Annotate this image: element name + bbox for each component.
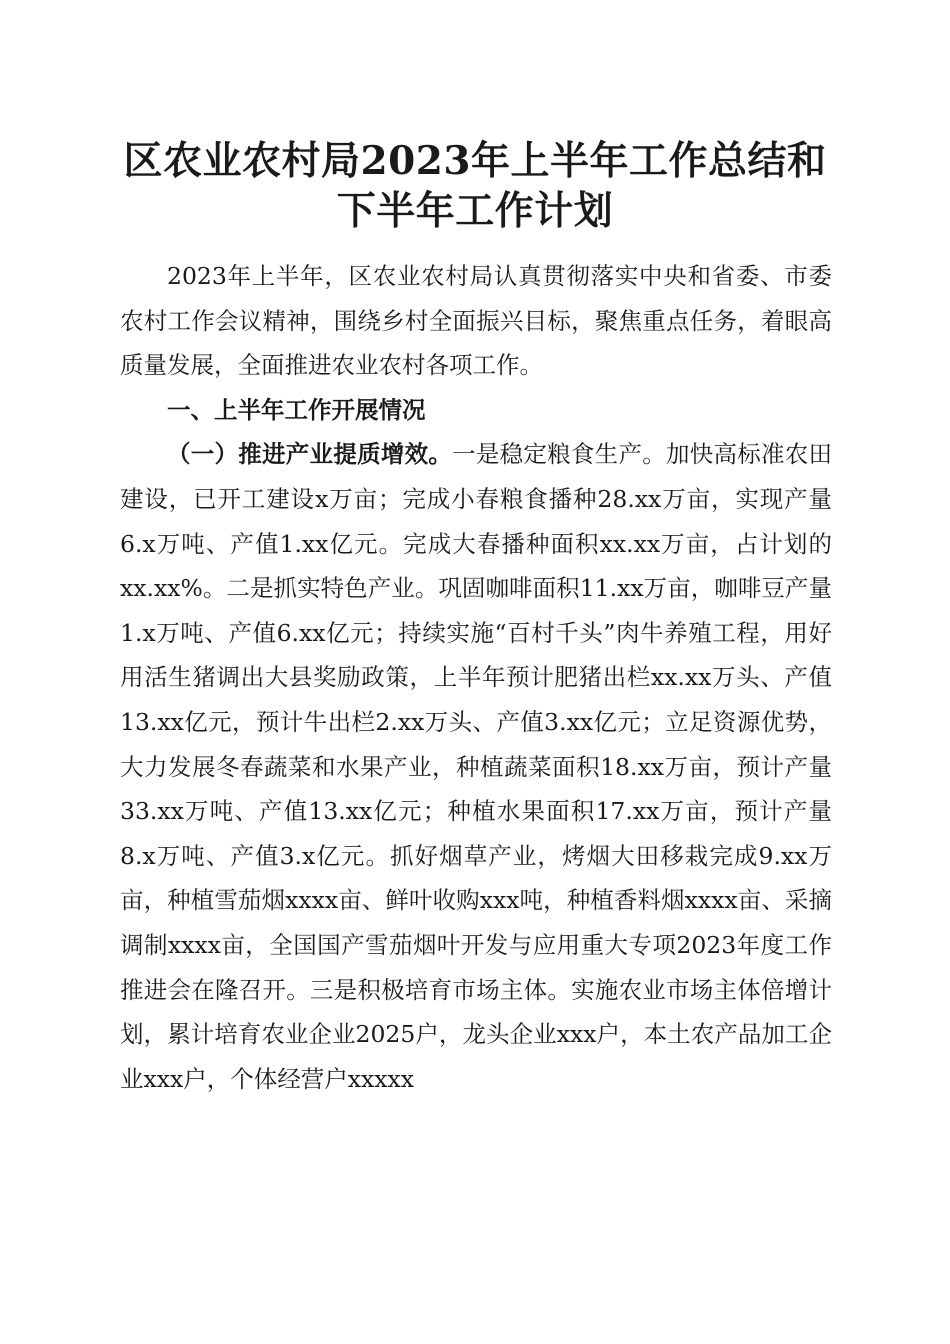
subsection-text: 一是稳定粮食生产。加快高标准农田建设，已开工建设x万亩；完成小春粮食播种28.xx万亩，实现产量6.x万吨、产值1.xx亿元。完成大春播种面积xx.xx万亩，占计划的xx.xx%。二是抓实特色产业。巩固咖啡面积11.xx万亩，咖啡豆产量1.x万吨、产值6.xx亿元；持续实施“百村千头”肉牛养殖工程，用好用活生猪调出大县奖励政策，上半年预计肥猪出栏xx.xx万头、产值13.xx亿元，预计牛出栏2.xx万头、产值3.xx亿元；立足资源优势，大力发展冬春蔬菜和水果产业，种植蔬菜面积18.xx万亩，预计产量33.xx万吨、产值13.xx亿元；种植水果面积17.xx万亩，预计产量8.x万吨、产值3.x亿元。抓好烟草产业，烤烟大田移栽完成9.xx万亩，种植雪茄烟xxxx亩、鲜叶收购xxx吨，种植香料烟xxxx亩、采摘调制xxxx亩，全国国产雪茄烟叶开发与应用重大专项2023年度工作推进会在隆召开。三是积极培育市场主体。实施农业市场主体倍增计划，累计培育农业企业2025户，龙头企业xxx户，本土农产品加工企业xxx户，个体经营户xxxxx xyxy=(120,440,833,1093)
section-heading: 一、上半年工作开展情况 xyxy=(167,395,426,424)
subsection-heading: （一）推进产业提质增效。 xyxy=(167,440,453,469)
intro-paragraph: 2023年上半年，区农业农村局认真贯彻落实中央和省委、市委农村工作会议精神，围绕乡村全面振兴目标，聚焦重点任务，着眼高质量发展，全面推进农业农村各项工作。 xyxy=(120,262,832,380)
document-title: 区农业农村局2023年上半年工作总结和下半年工作计划 xyxy=(123,138,827,234)
document-body xyxy=(120,254,832,1101)
subsection-paragraph xyxy=(120,432,832,1101)
